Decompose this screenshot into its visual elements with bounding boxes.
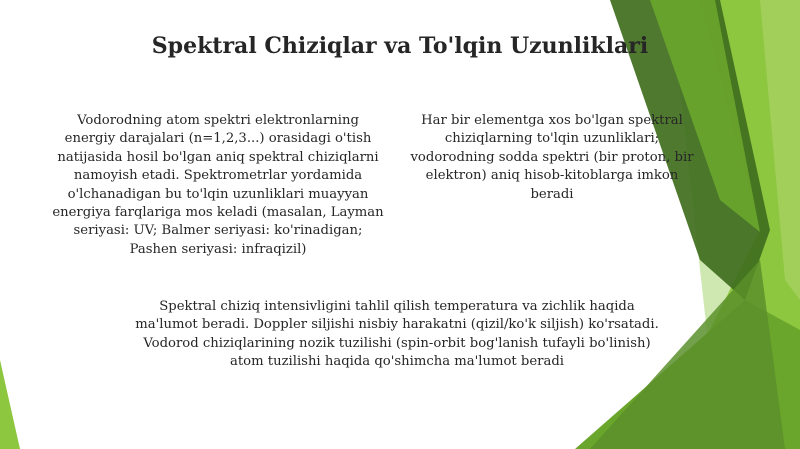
bottom-paragraph: Spektral chiziq intensivligini tahlil qilish temperatura va zichlik haqida ma'lumot beradi. Doppler siljishi nisbiy harakatni (qizil/ko'k siljish) ko'rsatadi. Vodorod chiziqlarining nozik tuzilishi (spin-orbit bog'lanish tufayli bo'linish) atom tuzilishi haqida qo'shimcha ma'lumot beradi [135, 299, 659, 370]
right-paragraph: Har bir elementga xos bo'lgan spektral chiziqlarning to'lqin uzunliklari; vodorodning sodda spektri (bir proton, bir elektron) aniq hisob-kitoblarga imkon beradi [410, 113, 694, 202]
slide-title: Spektral Chiziqlar va To'lqin Uzunliklari [151, 33, 649, 59]
left-edge-facet [0, 360, 20, 449]
left-paragraph: Vodorodning atom spektri elektronlarning energiy darajalari (n=1,2,3...) orasidagi o'tish natijasida hosil bo'lgan aniq spektral chiziqlarni namoyish etadi. Spektrometrlar yordamida o'lchanadigan bu to'lqin uzunliklari muayyan energiya farqlariga mos keladi (masalan, Layman seriyasi: UV; Balmer seriyasi: ko'rinadigan; Pashen seriyasi: infraqizil) [52, 113, 384, 257]
